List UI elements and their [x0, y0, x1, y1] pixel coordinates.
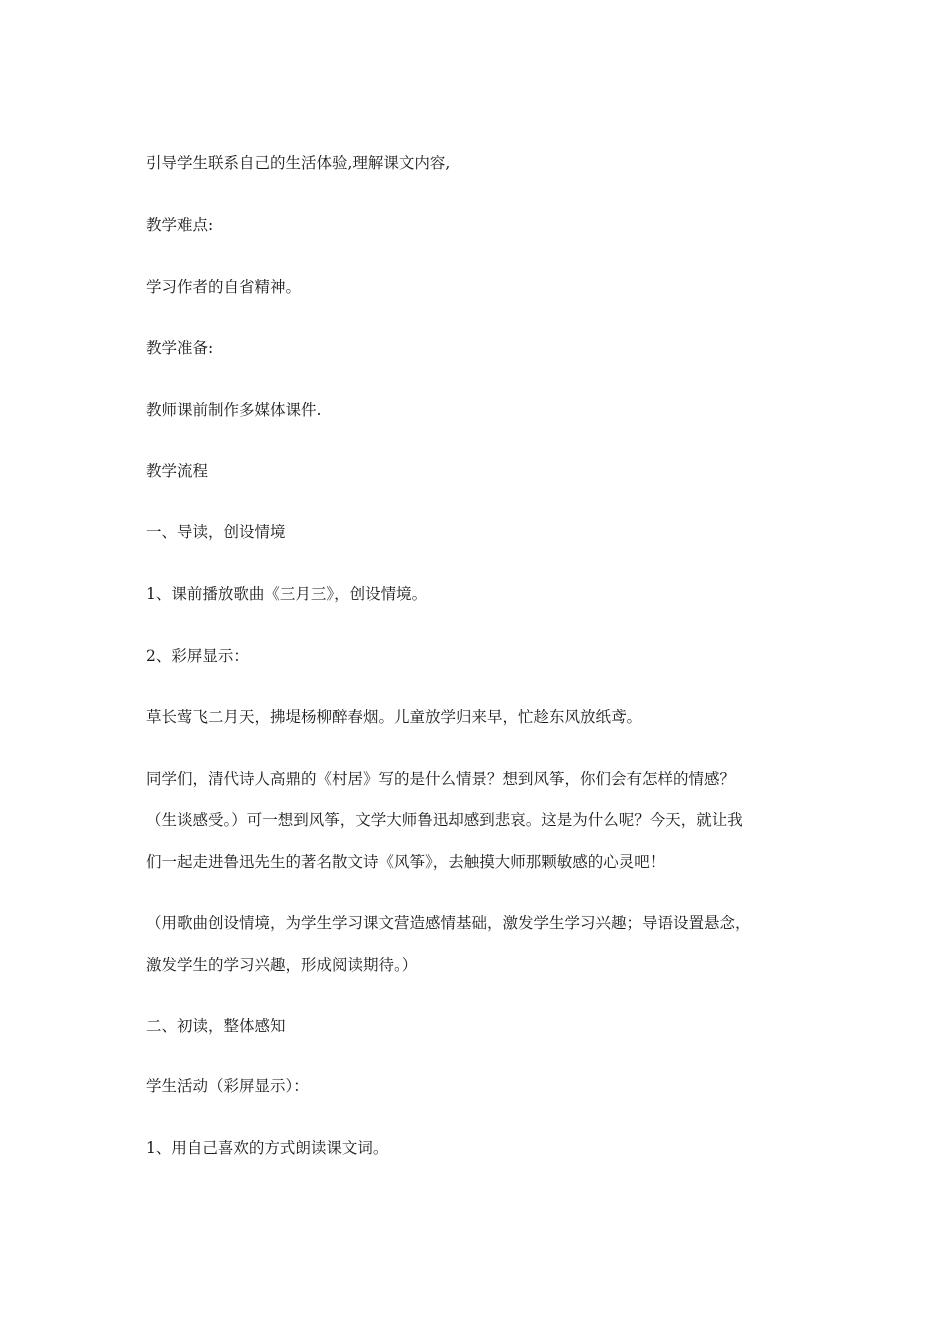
- paragraph-line-2: （生谈感受。）可一想到风筝，文学大师鲁迅却感到悲哀。这是为什么呢？今天，就让我: [146, 811, 743, 829]
- student-activity-heading: 学生活动（彩屏显示）：: [146, 1077, 309, 1095]
- text-line-difficulty: 学习作者的自省精神。: [146, 278, 302, 296]
- section-heading-2: 二、初读，整体感知: [146, 1017, 286, 1035]
- poem-line: 草长莺飞二月天，拂堤杨柳醉春烟。儿童放学归来早，忙趁东风放纸鸢。: [146, 708, 643, 726]
- paragraph-line-1: 同学们，清代诗人高鼎的《村居》写的是什么情景？想到风筝，你们会有怎样的情感？: [146, 770, 736, 788]
- activity-item-1: 1、用自己喜欢的方式朗读课文词。: [146, 1139, 389, 1157]
- list-item-2: 2、彩屏显示：: [146, 647, 249, 665]
- paragraph-line-3: 们一起走进鲁迅先生的著名散文诗《风筝》，去触摸大师那颗敏感的心灵吧！: [146, 853, 666, 871]
- section-heading-1: 一、导读，创设情境: [146, 523, 286, 541]
- note-line-1: （用歌曲创设情境，为学生学习课文营造感情基础，激发学生学习兴趣；导语设置悬念，: [146, 914, 751, 932]
- heading-teaching-difficulty: 教学难点:: [146, 216, 214, 234]
- note-line-2: 激发学生的学习兴趣，形成阅读期待。）: [146, 956, 418, 974]
- heading-teaching-preparation: 教学准备:: [146, 339, 214, 357]
- text-line-goal: 引导学生联系自己的生活体验,理解课文内容,: [146, 154, 451, 172]
- text-line-preparation: 教师课前制作多媒体课件.: [146, 401, 322, 419]
- heading-teaching-process: 教学流程: [146, 462, 209, 480]
- list-item-1: 1、课前播放歌曲《三月三》，创设情境。: [146, 585, 428, 603]
